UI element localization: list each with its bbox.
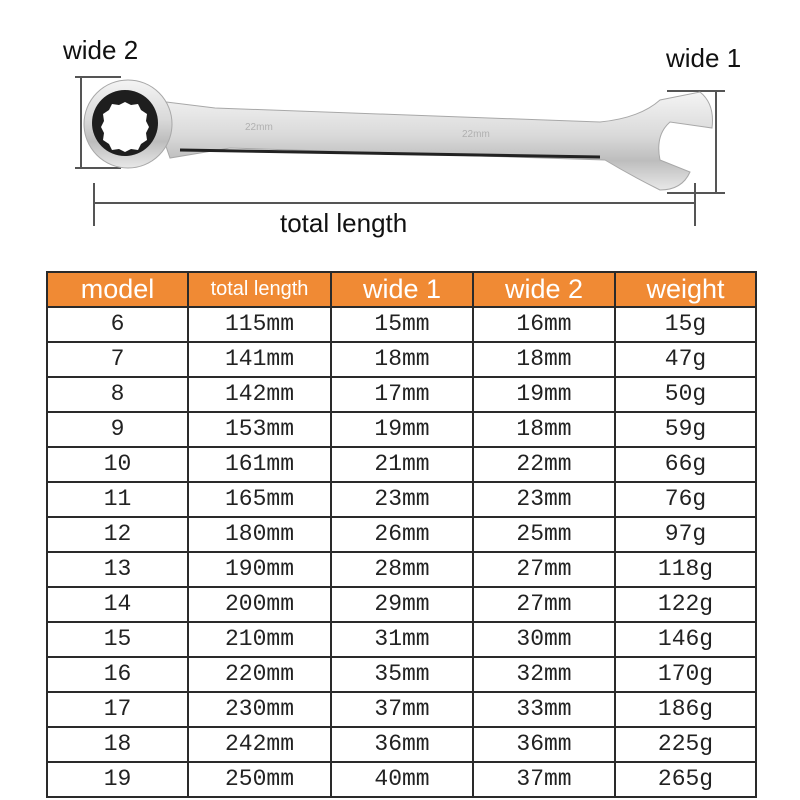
table-row bbox=[47, 657, 756, 692]
table-row bbox=[47, 517, 756, 552]
cell-wide1: 23mm bbox=[331, 482, 473, 517]
cell-weight: 50g bbox=[615, 377, 756, 412]
cell-total-length: 165mm bbox=[188, 482, 331, 517]
cell-model: 13 bbox=[47, 552, 188, 587]
svg-text:22mm: 22mm bbox=[462, 129, 490, 140]
cell-wide1: 15mm bbox=[331, 307, 473, 342]
cell-model: 6 bbox=[47, 307, 188, 342]
header-total-length: total length bbox=[188, 272, 331, 307]
table-header-row bbox=[47, 272, 756, 307]
cell-wide2: 16mm bbox=[473, 307, 615, 342]
table-row bbox=[47, 587, 756, 622]
table-row bbox=[47, 727, 756, 762]
cell-wide2: 19mm bbox=[473, 377, 615, 412]
cell-model: 18 bbox=[47, 727, 188, 762]
cell-wide1: 29mm bbox=[331, 587, 473, 622]
table-row bbox=[47, 552, 756, 587]
total-length-label: total length bbox=[280, 208, 408, 238]
cell-model: 8 bbox=[47, 377, 188, 412]
cell-model: 19 bbox=[47, 762, 188, 797]
cell-wide1: 36mm bbox=[331, 727, 473, 762]
header-model: model bbox=[47, 272, 188, 307]
cell-model: 15 bbox=[47, 622, 188, 657]
cell-weight: 76g bbox=[615, 482, 756, 517]
table-row bbox=[47, 377, 756, 412]
cell-wide1: 19mm bbox=[331, 412, 473, 447]
cell-wide2: 36mm bbox=[473, 727, 615, 762]
table-row bbox=[47, 307, 756, 342]
table-row bbox=[47, 412, 756, 447]
cell-weight: 118g bbox=[615, 552, 756, 587]
cell-model: 7 bbox=[47, 342, 188, 377]
cell-total-length: 242mm bbox=[188, 727, 331, 762]
cell-weight: 59g bbox=[615, 412, 756, 447]
cell-weight: 186g bbox=[615, 692, 756, 727]
header-wide1: wide 1 bbox=[331, 272, 473, 307]
cell-total-length: 153mm bbox=[188, 412, 331, 447]
cell-wide2: 22mm bbox=[473, 447, 615, 482]
cell-wide1: 35mm bbox=[331, 657, 473, 692]
cell-wide2: 27mm bbox=[473, 552, 615, 587]
cell-wide1: 37mm bbox=[331, 692, 473, 727]
cell-wide2: 37mm bbox=[473, 762, 615, 797]
table-row bbox=[47, 482, 756, 517]
cell-total-length: 141mm bbox=[188, 342, 331, 377]
cell-total-length: 250mm bbox=[188, 762, 331, 797]
cell-weight: 225g bbox=[615, 727, 756, 762]
cell-total-length: 190mm bbox=[188, 552, 331, 587]
cell-model: 17 bbox=[47, 692, 188, 727]
cell-wide2: 27mm bbox=[473, 587, 615, 622]
cell-wide2: 18mm bbox=[473, 342, 615, 377]
cell-model: 9 bbox=[47, 412, 188, 447]
cell-weight: 66g bbox=[615, 447, 756, 482]
wide1-label: wide 1 bbox=[666, 43, 742, 73]
cell-weight: 47g bbox=[615, 342, 756, 377]
wide2-label: wide 2 bbox=[63, 35, 139, 65]
table-row bbox=[47, 342, 756, 377]
cell-weight: 122g bbox=[615, 587, 756, 622]
cell-weight: 170g bbox=[615, 657, 756, 692]
spec-table bbox=[46, 271, 757, 798]
cell-wide1: 40mm bbox=[331, 762, 473, 797]
cell-weight: 146g bbox=[615, 622, 756, 657]
header-wide2: wide 2 bbox=[473, 272, 615, 307]
svg-text:22mm: 22mm bbox=[245, 122, 273, 133]
cell-wide1: 31mm bbox=[331, 622, 473, 657]
cell-wide2: 33mm bbox=[473, 692, 615, 727]
cell-total-length: 142mm bbox=[188, 377, 331, 412]
cell-wide1: 21mm bbox=[331, 447, 473, 482]
cell-model: 10 bbox=[47, 447, 188, 482]
cell-weight: 15g bbox=[615, 307, 756, 342]
cell-wide2: 18mm bbox=[473, 412, 615, 447]
wrench-icon bbox=[0, 0, 800, 262]
cell-wide2: 23mm bbox=[473, 482, 615, 517]
cell-model: 12 bbox=[47, 517, 188, 552]
cell-weight: 97g bbox=[615, 517, 756, 552]
cell-wide2: 25mm bbox=[473, 517, 615, 552]
cell-total-length: 115mm bbox=[188, 307, 331, 342]
cell-model: 11 bbox=[47, 482, 188, 517]
cell-wide1: 26mm bbox=[331, 517, 473, 552]
cell-total-length: 230mm bbox=[188, 692, 331, 727]
table-row bbox=[47, 447, 756, 482]
table-row bbox=[47, 762, 756, 797]
cell-model: 16 bbox=[47, 657, 188, 692]
cell-wide2: 32mm bbox=[473, 657, 615, 692]
cell-total-length: 210mm bbox=[188, 622, 331, 657]
table-row bbox=[47, 622, 756, 657]
cell-wide1: 28mm bbox=[331, 552, 473, 587]
header-weight: weight bbox=[615, 272, 756, 307]
cell-total-length: 200mm bbox=[188, 587, 331, 622]
cell-wide1: 18mm bbox=[331, 342, 473, 377]
cell-wide2: 30mm bbox=[473, 622, 615, 657]
cell-weight: 265g bbox=[615, 762, 756, 797]
wrench-diagram bbox=[0, 0, 800, 262]
cell-wide1: 17mm bbox=[331, 377, 473, 412]
cell-model: 14 bbox=[47, 587, 188, 622]
table-row bbox=[47, 692, 756, 727]
cell-total-length: 161mm bbox=[188, 447, 331, 482]
cell-total-length: 180mm bbox=[188, 517, 331, 552]
cell-total-length: 220mm bbox=[188, 657, 331, 692]
